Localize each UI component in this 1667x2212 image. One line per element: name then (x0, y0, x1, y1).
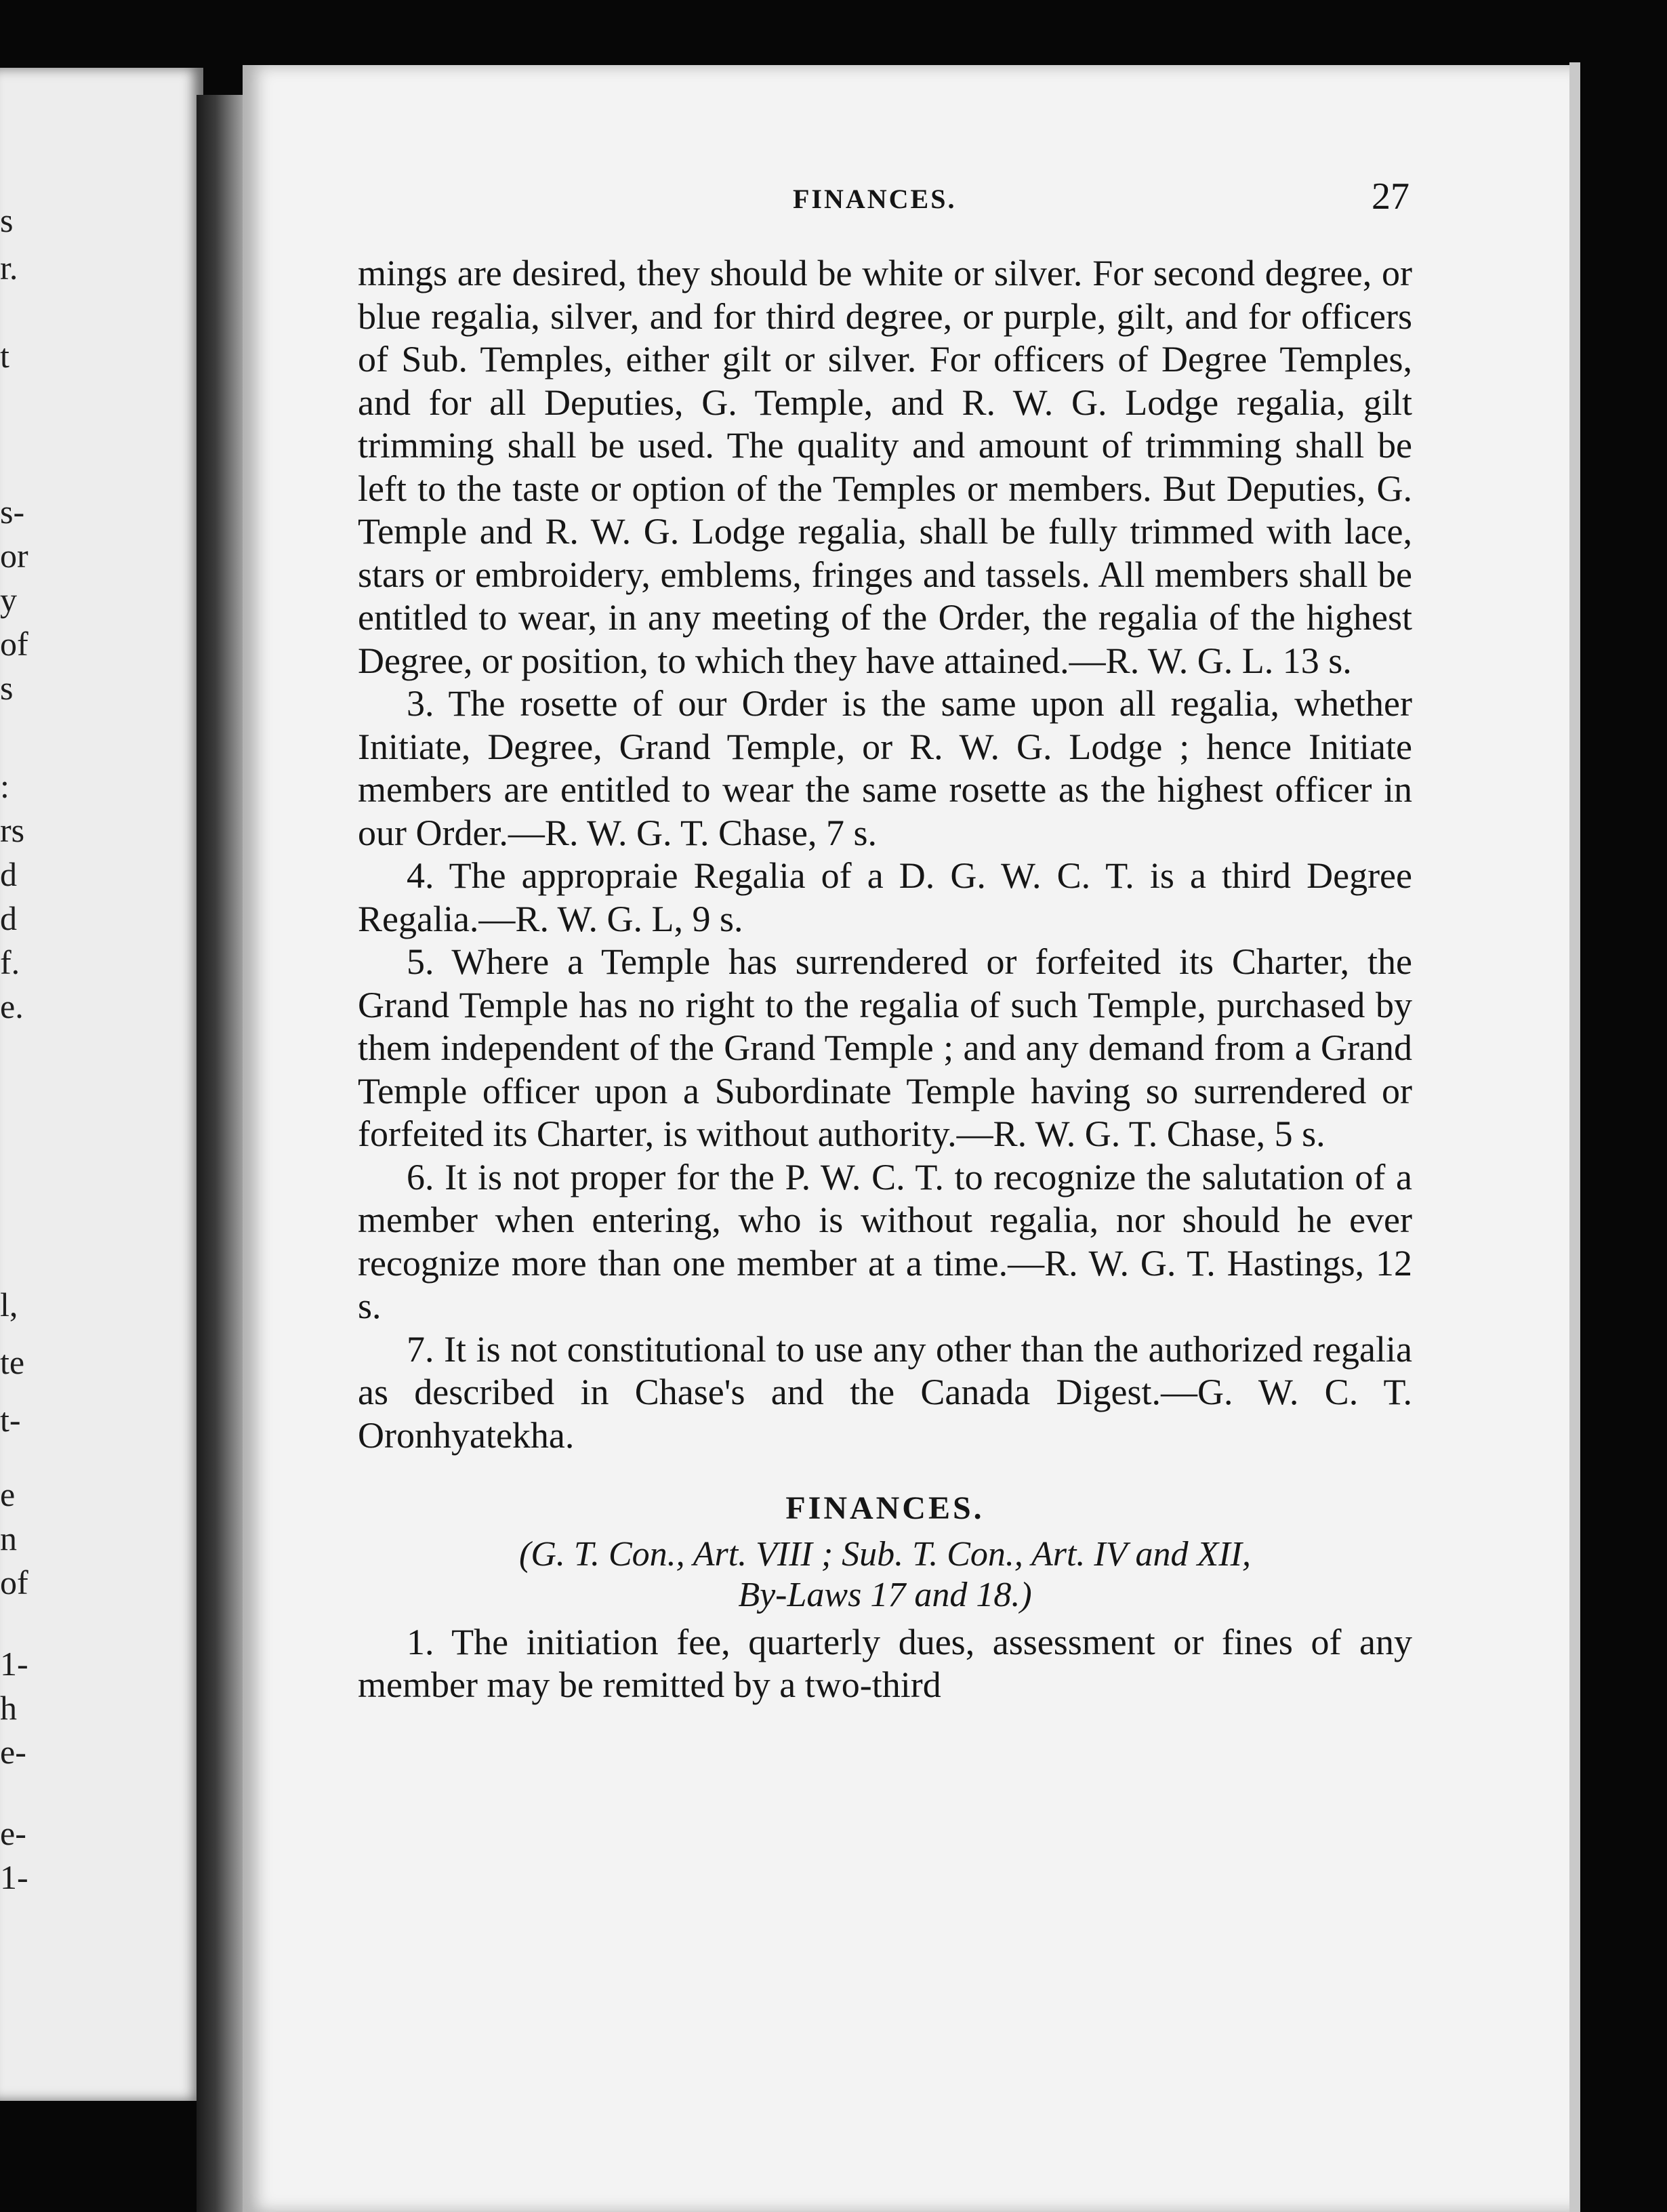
previous-page-margin-text (0, 68, 203, 2101)
paragraph-3-rosette: 3. The rosette of our Order is the same upon all regalia, whether Initiate, Degree, Grand Temple, or R. W. G. Lodge ; hence Initiate members are entitled to wear the same rosette as the highest officer in our Order.—R. W. G. T. Chase, 7 s. (358, 683, 1412, 853)
margin-char: y (0, 581, 17, 619)
margin-char: r. (0, 249, 18, 287)
paragraph-4-dgwct-regalia: 4. The appropraie Regalia of a D. G. W. C. T. is a third Degree Regalia.—R. W. G. L, 9 s. (358, 855, 1412, 939)
page-body (358, 252, 1412, 1707)
paragraph-regalia-trimmings: mings are desired, they should be white or silver. For second degree, or blue regalia, silver, and for third degree, or purple, gilt, and for officers of Sub. Temples, either gilt or silver. For officers of Degree Temples, and for all Deputies, G. Temple, and R. W. G. Lodge regalia, gilt trimming shall be used. The quality and amount of trimming shall be left to the taste or option of the Temples or members. But Deputies, G. Temple and R. W. G. Lodge regalia, shall be fully trimmed with lace, stars or embroidery, emblems, fringes and tassels. All members shall be entitled to wear, in any meeting of the Order, the regalia of the highest Degree, or position, to which they have attained.—R. W. G. L. 13 s. (358, 253, 1412, 681)
margin-char: f. (0, 943, 20, 981)
margin-char: s- (0, 493, 25, 531)
margin-char: e- (0, 1733, 26, 1771)
margin-char: l, (0, 1286, 18, 1324)
page-fore-edge (1569, 62, 1580, 2212)
margin-char: 1- (0, 1858, 28, 1896)
paragraph-7-authorized-regalia: 7. It is not constitutional to use any other than the authorized regalia as described in Chase's and the Canada Digest.—G. W. C. T. Oronhyatekha. (358, 1328, 1412, 1456)
margin-char: t (0, 337, 9, 375)
margin-char: e- (0, 1814, 26, 1852)
page-header (359, 175, 1409, 222)
margin-char: or (0, 537, 28, 575)
paragraph-6-salutation: 6. It is not proper for the P. W. C. T. to recognize the salutation of a member when entering, who is without regalia, nor should he ever recognize more than one member at a time.—R. W. G. T. Hastings, 12 s. (358, 1156, 1412, 1326)
section-citation (358, 1534, 1412, 1616)
running-head: FINANCES. (793, 184, 957, 214)
margin-char: d (0, 899, 17, 937)
margin-char: n (0, 1519, 17, 1557)
margin-char: t- (0, 1401, 21, 1439)
section-heading-finances: FINANCES. (785, 1490, 985, 1526)
margin-char: s (0, 669, 14, 707)
margin-char: of (0, 625, 28, 663)
margin-char: d (0, 855, 17, 893)
margin-char: e (0, 1475, 16, 1513)
previous-page-edge (0, 68, 203, 2101)
margin-char: te (0, 1343, 25, 1381)
margin-char: s (0, 201, 14, 239)
paragraph-5-surrendered-charter: 5. Where a Temple has surrendered or forfeited its Charter, the Grand Temple has no right to the regalia of such Temple, purchased by them independent of the Grand Temple ; and any demand from a Grand Temple officer upon a Subordinate Temple having so surrendered or forfeited its Charter, is without authority.—R. W. G. T. Chase, 5 s. (358, 941, 1412, 1154)
margin-char: h (0, 1689, 17, 1727)
margin-char: of (0, 1563, 28, 1601)
margin-char: rs (0, 811, 25, 849)
paragraph-1-initiation-fee: 1. The initiation fee, quarterly dues, assessment or fines of any member may be remitted by a two-third (358, 1621, 1412, 1705)
citation-line-2: By-Laws 17 and 18.) (738, 1575, 1032, 1614)
page-number: 27 (1372, 176, 1409, 218)
citation-line-1: (G. T. Con., Art. VIII ; Sub. T. Con., Art. IV and XII, (519, 1534, 1251, 1574)
margin-char: e. (0, 987, 24, 1025)
margin-char: 1- (0, 1645, 28, 1683)
margin-char: : (0, 767, 9, 805)
